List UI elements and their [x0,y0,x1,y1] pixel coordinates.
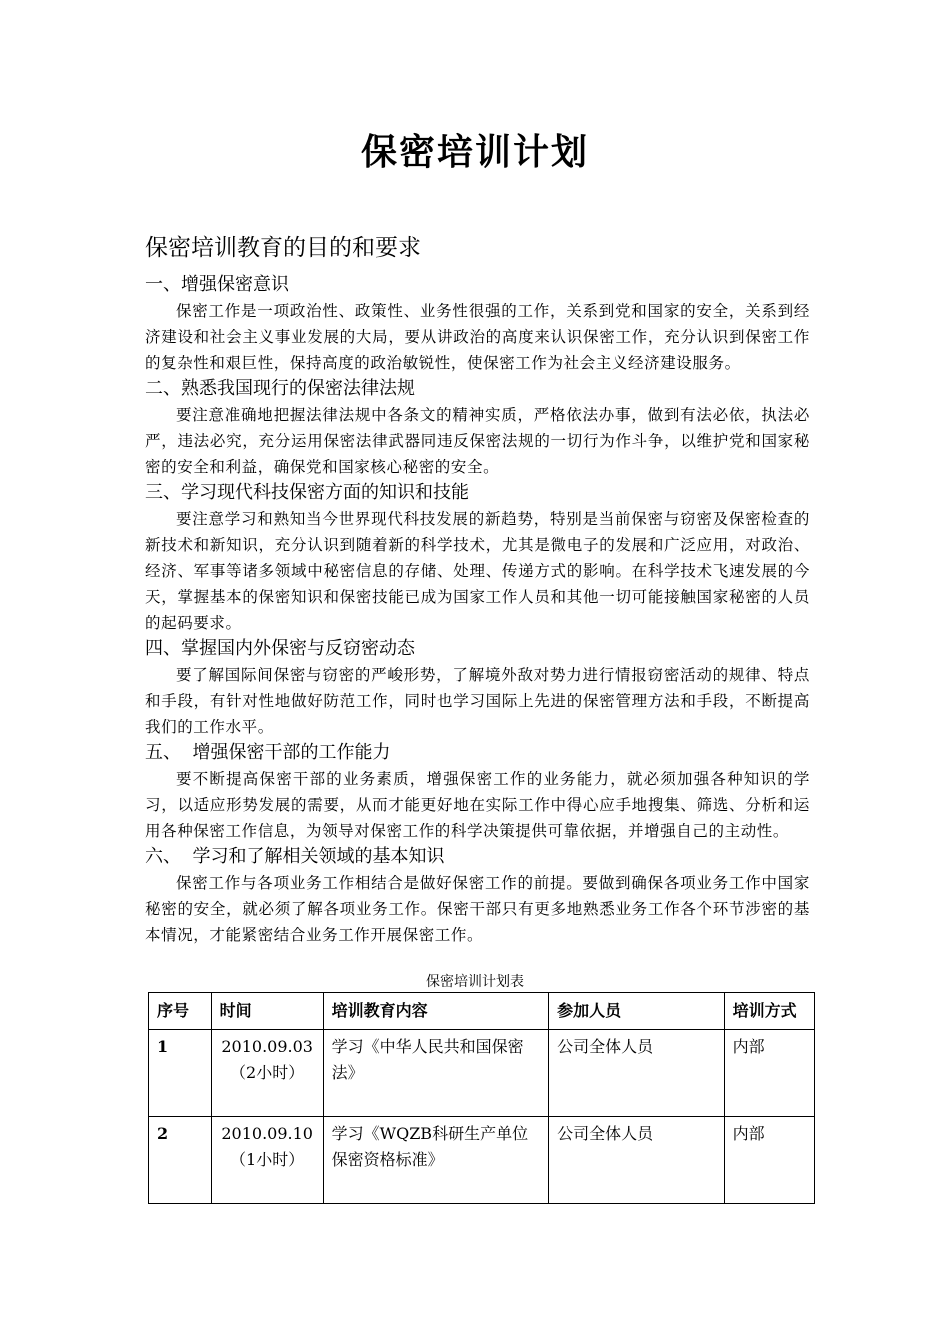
section-1 [145,272,810,376]
cell-content: 学习《WQZB科研生产单位保密资格标准》 [323,1117,548,1204]
cell-mode: 内部 [724,1030,814,1117]
section-paragraph: 保密工作是一项政治性、政策性、业务性很强的工作，关系到党和国家的安全，关系到经济建设和社会主义事业发展的大局，要从讲政治的高度来认识保密工作，充分认识到保密工作的复杂性和艰巨性，保持高度的政治敏锐性，使保密工作为社会主义经济建设服务。 [145,302,810,372]
section-heading: 五、 增强保密干部的工作能力 [145,742,391,763]
section-5 [145,740,810,844]
cell-time: 2010.09.10 （1小时） [211,1117,323,1204]
header-time: 时间 [211,993,323,1030]
table-header-row [149,993,815,1030]
section-heading: 六、 学习和了解相关领域的基本知识 [145,846,445,867]
header-mode: 培训方式 [724,993,814,1030]
header-people: 参加人员 [549,993,724,1030]
section-heading: 三、学习现代科技保密方面的知识和技能 [145,482,469,503]
cell-mode: 内部 [724,1117,814,1204]
section-paragraph: 保密工作与各项业务工作相结合是做好保密工作的前提。要做到确保各项业务工作中国家秘密的安全，就必须了解各项业务工作。保密干部只有更多地熟悉业务工作各个环节涉密的基本情况，才能紧密结合业务工作开展保密工作。 [145,874,810,944]
section-heading: 二、熟悉我国现行的保密法律法规 [145,378,415,399]
section-2 [145,376,810,480]
cell-time: 2010.09.03 （2小时） [211,1030,323,1117]
section-4 [145,636,810,740]
section-paragraph: 要注意学习和熟知当今世界现代科技发展的新趋势，特别是当前保密与窃密及保密检查的新技术和新知识，充分认识到随着新的科学技术，尤其是微电子的发展和广泛应用，对政治、经济、军事等诸多领域中秘密信息的存储、处理、传递方式的影响。在科学技术飞速发展的今天，掌握基本的保密知识和保密技能已成为国家工作人员和其他一切可能接触国家秘密的人员的起码要求。 [145,510,810,632]
section-6 [145,844,810,948]
section-paragraph: 要注意准确地把握法律法规中各条文的精神实质，严格依法办事，做到有法必依，执法必严，违法必究，充分运用保密法律武器同违反保密法规的一切行为作斗争，以维护党和国家秘密的安全和利益，确保党和国家核心秘密的安全。 [145,406,810,476]
cell-people: 公司全体人员 [549,1117,724,1204]
cell-content: 学习《中华人民共和国保密法》 [323,1030,548,1117]
document-body [145,272,810,948]
header-no: 序号 [149,993,212,1030]
document-subtitle: 保密培训教育的目的和要求 [145,235,421,261]
section-heading: 一、增强保密意识 [145,274,289,295]
training-plan-table [148,992,815,1204]
document-title: 保密培训计划 [360,131,589,173]
table-row [149,1030,815,1117]
cell-no: 1 [149,1030,212,1117]
section-paragraph: 要不断提高保密干部的业务素质，增强保密工作的业务能力，就必须加强各种知识的学习，以适应形势发展的需要，从而才能更好地在实际工作中得心应手地搜集、筛选、分析和运用各种保密工作信息，为领导对保密工作的科学决策提供可靠依据，并增强自己的主动性。 [145,770,810,840]
table-caption: 保密培训计划表 [426,974,524,990]
section-heading: 四、掌握国内外保密与反窃密动态 [145,638,415,659]
cell-no: 2 [149,1117,212,1204]
cell-people: 公司全体人员 [549,1030,724,1117]
header-content: 培训教育内容 [323,993,548,1030]
section-3 [145,480,810,636]
section-paragraph: 要了解国际间保密与窃密的严峻形势，了解境外敌对势力进行情报窃密活动的规律、特点和手段，有针对性地做好防范工作，同时也学习国际上先进的保密管理方法和手段，不断提高我们的工作水平。 [145,666,810,736]
table-row [149,1117,815,1204]
